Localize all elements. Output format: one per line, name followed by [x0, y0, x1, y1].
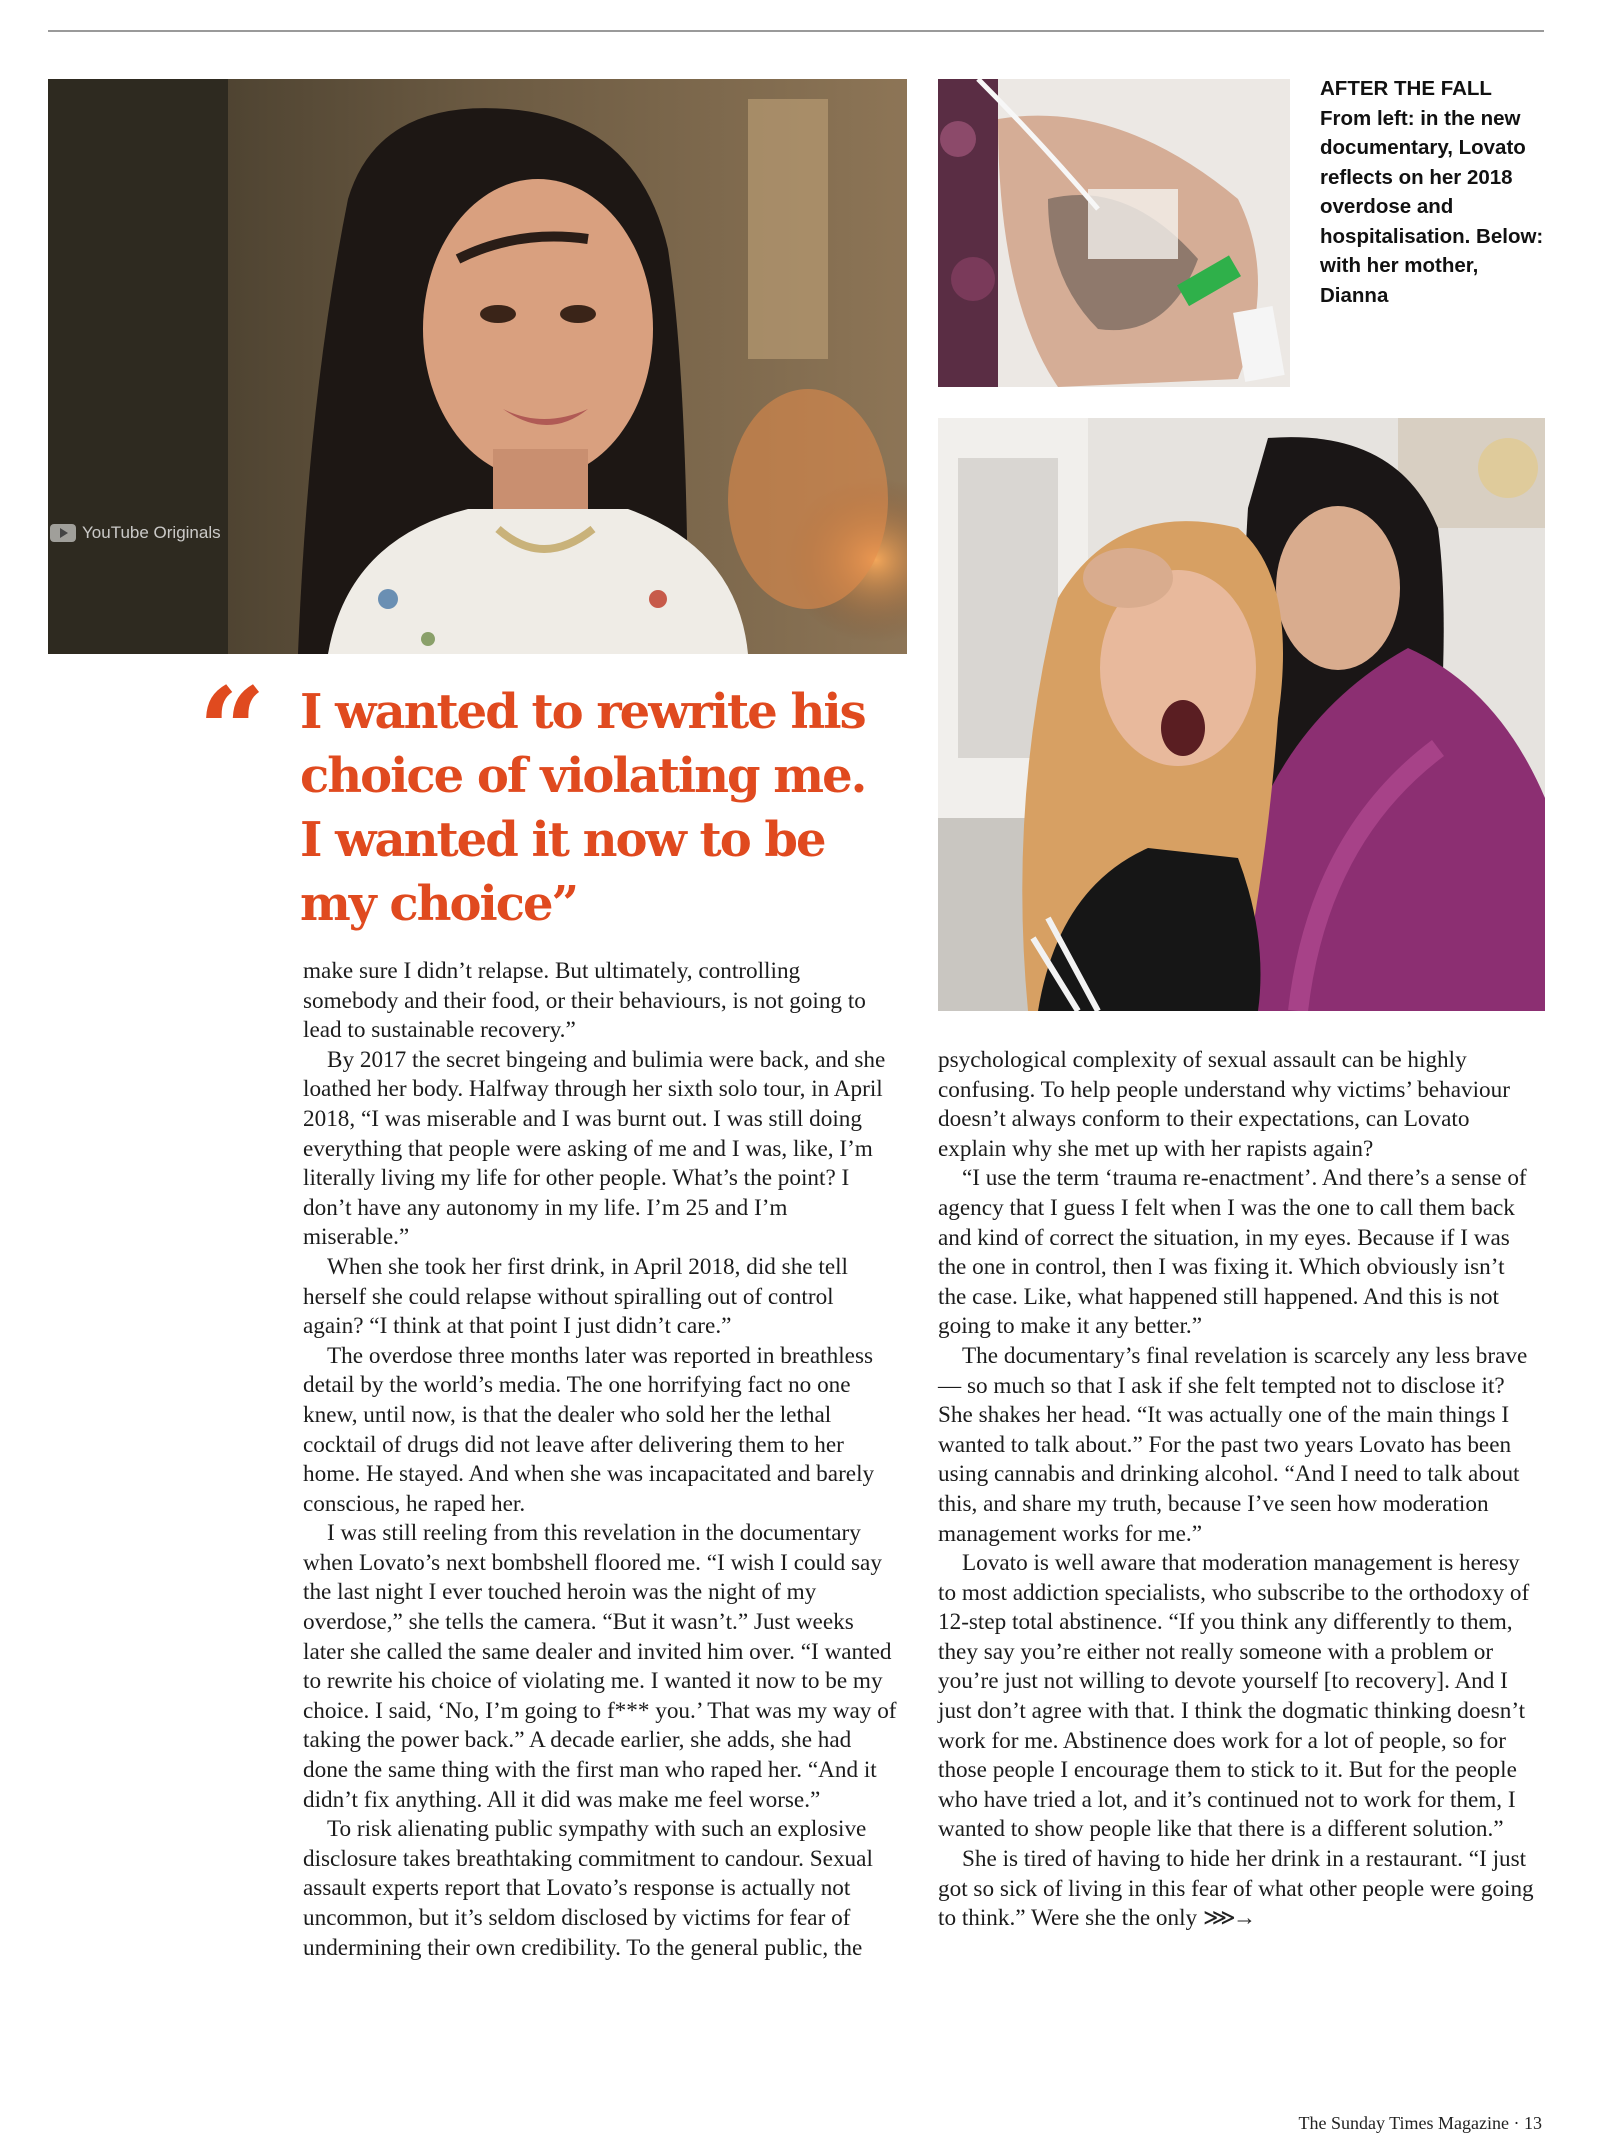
photo-lovato-with-mother: [938, 418, 1545, 1011]
photo-lovato-documentary: [48, 79, 907, 654]
caption-text: From left: in the new documentary, Lovato reflects on her 2018 overdose and hospitalisation. Below: with her mother, Dianna: [1320, 106, 1544, 307]
pull-quote-open-mark: “: [198, 661, 254, 800]
last-paragraph-text: She is tired of having to hide her drink in a restaurant. “I just got so sick of living in this fear of what other people were going to think.” Were she the only: [938, 1846, 1534, 1932]
paragraph: The overdose three months later was reported in breathless detail by the world’s media. The one horrifying fact no one knew, until now, is that the dealer who sold her the lethal cocktail of drugs did not leave after delivering them to her home. He stayed. And when she was incapacitated and barely conscious, he raped her.: [303, 1342, 875, 1517]
paragraph-last: [938, 1845, 1538, 1934]
photo-caption: [1320, 74, 1550, 310]
youtube-play-icon: [50, 524, 76, 542]
photo-hospital-hand: [938, 79, 1290, 387]
youtube-originals-watermark: [50, 523, 221, 543]
paragraph: make sure I didn’t relapse. But ultimately, controlling somebody and their food, or their behaviours, is not going to lead to sustainable recovery.”: [303, 958, 866, 1044]
paragraph: To risk alienating public sympathy with such an explosive disclosure takes breathtaking commitment to candour. Sexual assault experts report that Lovato’s response is actually not uncommon, but it’s seldom disclosed by victims for fear of undermining their own credibility. To the general public, the: [303, 1816, 873, 1961]
paragraph: By 2017 the secret bingeing and bulimia were back, and she loathed her body. Halfway through her sixth solo tour, in April 2018, “I was miserable and I was burnt out. I was still doing everything that people were asking of me and I was, like, I’m literally living my life for other people. What’s the point? I don’t have any autonomy in my life. I’m 25 and I’m miserable.”: [303, 1046, 886, 1251]
continue-arrow-icon: ⋙→: [1202, 1905, 1254, 1932]
pull-quote: I wanted to rewrite his choice of violating me. I wanted it now to be my choice”: [300, 684, 866, 932]
page-footer: The Sunday Times Magazine · 13: [1298, 2113, 1542, 2133]
caption-title: AFTER THE FALL: [1320, 77, 1492, 100]
paragraph: Lovato is well aware that moderation management is heresy to most addiction specialists, who subscribe to the orthodoxy of 12-step total abstinence. “If you think any differently to them, they say you’re either not really someone with a problem or you’re just not willing to devote yourself [to recovery]. And I just don’t agree with that. I think the dogmatic thinking doesn’t work for me. Abstinence does work for a lot of people, so for those people I encourage them to stick to it. But for the people who have tried a lot, and it’s continued not to work for them, I wanted to show people like that there is a different solution.”: [938, 1550, 1530, 1843]
watermark-text: YouTube Originals: [82, 523, 221, 542]
paragraph: psychological complexity of sexual assault can be highly confusing. To help people understand why victims’ behaviour doesn’t always conform to their expectations, can Lovato explain why she met up with her rapists again?: [938, 1047, 1510, 1162]
article-column-right: [938, 1046, 1538, 1934]
paragraph: “I use the term ‘trauma re-enactment’. And there’s a sense of agency that I guess I felt when I was the one to call them back and kind of correct the situation, in my eyes. Because if I was the one in control, then I was fixing it. Which obviously isn’t the case. Like, what happened still happened. And this is not going to make it any better.”: [938, 1165, 1527, 1340]
paragraph: When she took her first drink, in April 2018, did she tell herself she could relapse without spiralling out of control again? “I think at that point I just didn’t care.”: [303, 1253, 848, 1340]
top-rule: [48, 30, 1544, 32]
paragraph: I was still reeling from this revelation in the documentary when Lovato’s next bombshell floored me. “I wish I could say the last night I ever touched heroin was the night of my overdose,” she tells the camera. “But it wasn’t.” Just weeks later she called the same dealer and invited him over. “I wanted to rewrite his choice of violating me. I wanted it now to be my choice. I said, ‘No, I’m going to f*** you.’ That was my way of taking the power back.” A decade earlier, she adds, she had done the same thing with the first man who raped her. “And it didn’t fix anything. All it did was make me feel worse.”: [303, 1520, 897, 1813]
article-column-left: [303, 957, 898, 1963]
paragraph: The documentary’s final revelation is scarcely any less brave — so much so that I ask if she felt tempted not to disclose it? She shakes her head. “It was actually one of the main things I wanted to talk about.” For the past two years Lovato has been using cannabis and drinking alcohol. “And I need to talk about this, and share my truth, because I’ve seen how moderation management works for me.”: [938, 1342, 1528, 1547]
